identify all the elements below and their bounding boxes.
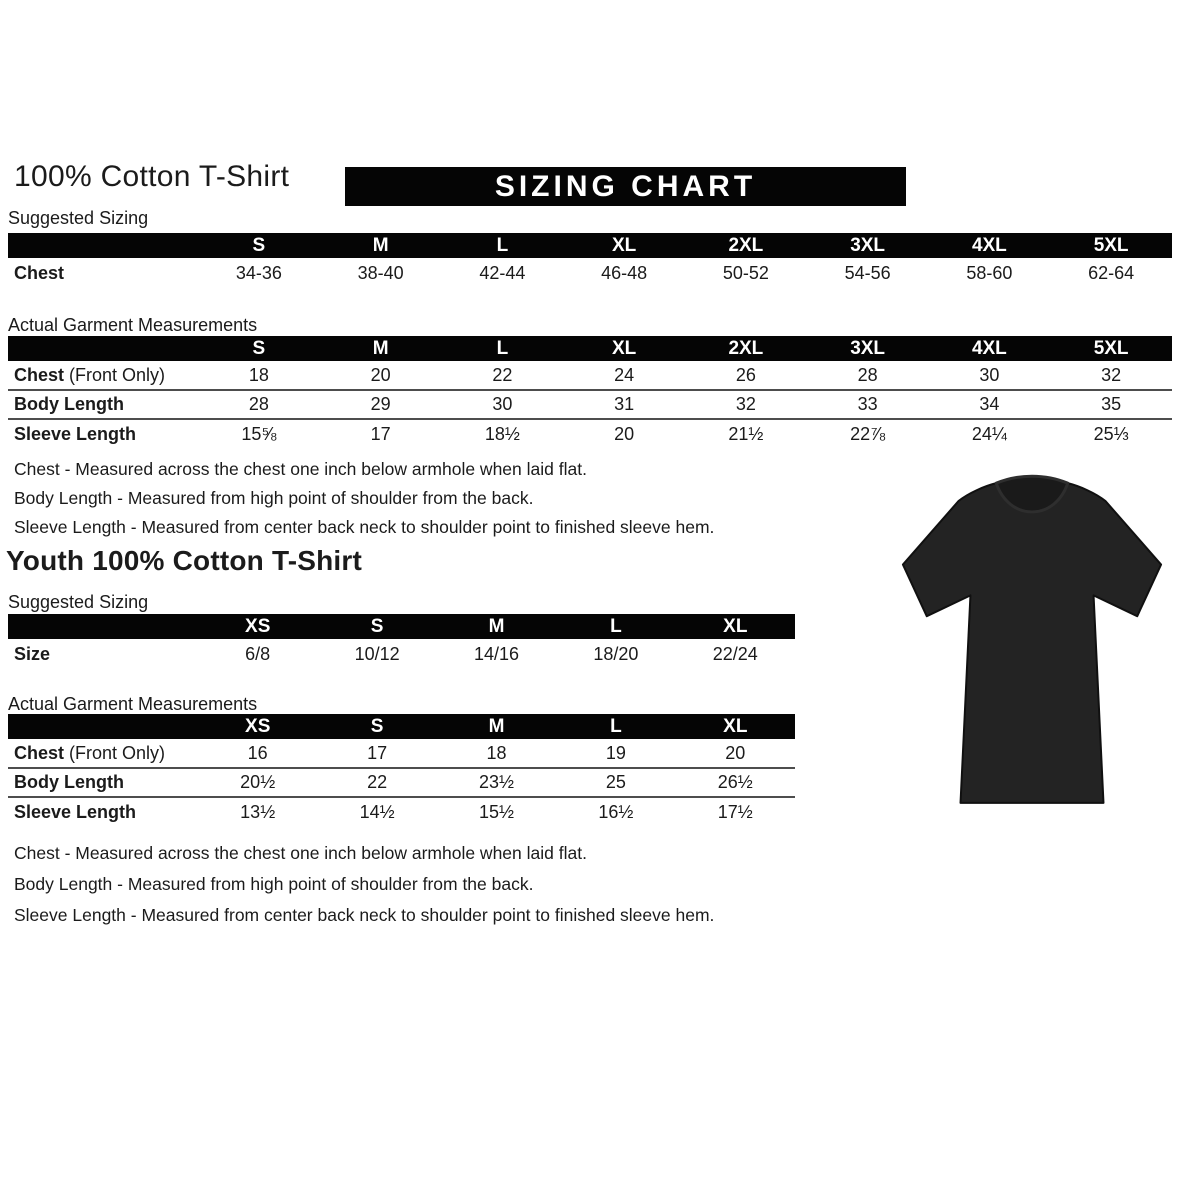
measurement-cell: 22 — [367, 772, 388, 792]
column-header-l: L — [556, 714, 675, 739]
size-cell: 58-60 — [966, 262, 1013, 283]
column-header-2xl: 2XL — [685, 336, 807, 361]
chest-row — [8, 258, 1172, 288]
sleeve-length-row — [8, 797, 795, 826]
size-cell: 42-44 — [479, 262, 526, 283]
column-header-4xl: 4XL — [929, 336, 1051, 361]
measurement-cell: 17½ — [717, 801, 753, 822]
measurement-cell: 18 — [248, 364, 269, 385]
youth-measurements-table — [8, 714, 795, 826]
column-header-xl: XL — [563, 233, 685, 258]
row-label: Body Length — [14, 772, 124, 792]
youth-measurements-label: Actual Garment Measurements — [8, 694, 258, 714]
chest-row — [8, 739, 795, 768]
adult-measurement-notes — [14, 455, 714, 542]
body-length-row — [8, 768, 795, 797]
measurement-cell: 26½ — [717, 772, 753, 792]
tshirt-image — [893, 468, 1171, 818]
column-header-xl: XL — [676, 614, 795, 639]
measurement-cell: 13½ — [240, 801, 276, 822]
table-header-row — [8, 336, 1172, 361]
measurement-cell: 22 — [492, 364, 513, 385]
body-length-note: Body Length - Measured from high point of shoulder from the back. — [14, 488, 534, 508]
measurement-cell: 19 — [605, 742, 626, 763]
size-cell: 46-48 — [601, 262, 648, 283]
column-header-xl: XL — [676, 714, 795, 739]
column-header-xl: XL — [563, 336, 685, 361]
measurement-cell: 28 — [248, 394, 269, 414]
chest-row — [8, 361, 1172, 390]
row-label: Chest — [14, 262, 65, 283]
row-label: Body Length — [14, 394, 124, 414]
page-title: 100% Cotton T-Shirt — [14, 160, 290, 193]
measurement-cell: 28 — [857, 364, 878, 385]
size-row — [8, 639, 795, 669]
measurement-cell: 24 — [614, 364, 635, 385]
body-length-row — [8, 390, 1172, 419]
measurement-cell: 17 — [370, 423, 391, 444]
measurement-cell: 14½ — [359, 801, 395, 822]
youth-suggested-sizing-label: Suggested Sizing — [8, 592, 149, 612]
size-cell: 14/16 — [473, 643, 519, 664]
youth-title: Youth 100% Cotton T-Shirt — [6, 545, 363, 576]
measurement-cell: 20 — [725, 742, 746, 763]
sizing-chart-banner: SIZING CHART — [345, 167, 906, 206]
adult-suggested-sizing-label: Suggested Sizing — [8, 208, 149, 228]
measurement-cell: 35 — [1101, 394, 1122, 414]
size-cell: 62-64 — [1088, 262, 1135, 283]
row-label: Sleeve Length — [14, 423, 137, 444]
size-cell: 22/24 — [712, 643, 758, 664]
column-header-xs: XS — [198, 714, 317, 739]
column-header-xs: XS — [198, 614, 317, 639]
column-header-m: M — [437, 714, 556, 739]
column-header-3xl: 3XL — [807, 336, 929, 361]
measurement-cell: 31 — [614, 394, 635, 414]
column-header-s: S — [198, 233, 320, 258]
measurement-cell: 15⅝ — [241, 423, 277, 444]
size-cell: 38-40 — [357, 262, 404, 283]
table-header-row — [8, 614, 795, 639]
column-header-5xl: 5XL — [1050, 233, 1172, 258]
measurement-cell: 26 — [735, 364, 756, 385]
column-header-m: M — [437, 614, 556, 639]
measurement-cell: 33 — [857, 394, 878, 414]
measurement-cell: 20 — [370, 364, 391, 385]
adult-suggested-sizing-table — [8, 233, 1172, 288]
header-spacer — [8, 614, 198, 639]
sleeve-length-note: Sleeve Length - Measured from center back neck to shoulder point to finished sleeve hem. — [14, 517, 715, 537]
youth-measurement-notes — [14, 838, 714, 931]
size-cell: 18/20 — [593, 643, 639, 664]
header-spacer — [8, 714, 198, 739]
body-length-note: Body Length - Measured from high point of shoulder from the back. — [14, 874, 534, 894]
adult-measurements-table — [8, 336, 1172, 448]
header-spacer — [8, 233, 198, 258]
column-header-l: L — [442, 233, 564, 258]
measurement-cell: 30 — [492, 394, 513, 414]
column-header-2xl: 2XL — [685, 233, 807, 258]
measurement-cell: 24¼ — [971, 423, 1007, 444]
size-cell: 54-56 — [844, 262, 891, 283]
column-header-5xl: 5XL — [1050, 336, 1172, 361]
measurement-cell: 18 — [486, 742, 507, 763]
table-header-row — [8, 233, 1172, 258]
header-spacer — [8, 336, 198, 361]
column-header-s: S — [317, 714, 436, 739]
measurement-cell: 17 — [367, 742, 388, 763]
tshirt-body-shape — [903, 483, 1161, 803]
measurement-cell: 25 — [605, 772, 626, 792]
table-header-row — [8, 714, 795, 739]
measurement-cell: 23½ — [478, 772, 514, 792]
row-label: Sleeve Length — [14, 801, 137, 822]
chest-note: Chest - Measured across the chest one inch below armhole when laid flat. — [14, 843, 587, 863]
measurement-cell: 18½ — [484, 423, 520, 444]
measurement-cell: 25⅓ — [1093, 423, 1129, 444]
column-header-l: L — [556, 614, 675, 639]
row-label: Size — [14, 643, 51, 664]
column-header-m: M — [320, 336, 442, 361]
column-header-l: L — [442, 336, 564, 361]
size-cell: 50-52 — [722, 262, 769, 283]
measurement-cell: 21½ — [728, 423, 764, 444]
measurement-cell: 34 — [979, 394, 1000, 414]
measurement-cell: 16½ — [598, 801, 634, 822]
measurement-cell: 20 — [614, 423, 635, 444]
column-header-4xl: 4XL — [929, 233, 1051, 258]
measurement-cell: 32 — [735, 394, 756, 414]
row-label: Chest (Front Only) — [14, 742, 166, 763]
adult-measurements-label: Actual Garment Measurements — [8, 315, 258, 335]
measurement-cell: 32 — [1101, 364, 1122, 385]
column-header-3xl: 3XL — [807, 233, 929, 258]
youth-suggested-sizing-table — [8, 614, 795, 669]
row-label: Chest (Front Only) — [14, 364, 166, 385]
measurement-cell: 16 — [247, 742, 268, 763]
chest-note: Chest - Measured across the chest one inch below armhole when laid flat. — [14, 459, 587, 479]
measurement-cell: 30 — [979, 364, 1000, 385]
measurement-cell: 20½ — [240, 772, 276, 792]
column-header-m: M — [320, 233, 442, 258]
size-cell: 6/8 — [245, 643, 271, 664]
measurement-cell: 15½ — [478, 801, 514, 822]
sleeve-length-note: Sleeve Length - Measured from center back neck to shoulder point to finished sleeve hem. — [14, 905, 715, 925]
column-header-s: S — [317, 614, 436, 639]
sleeve-length-row — [8, 419, 1172, 448]
size-cell: 34-36 — [235, 262, 282, 283]
measurement-cell: 22⅞ — [850, 423, 886, 444]
size-cell: 10/12 — [354, 643, 400, 664]
column-header-s: S — [198, 336, 320, 361]
measurement-cell: 29 — [370, 394, 391, 414]
